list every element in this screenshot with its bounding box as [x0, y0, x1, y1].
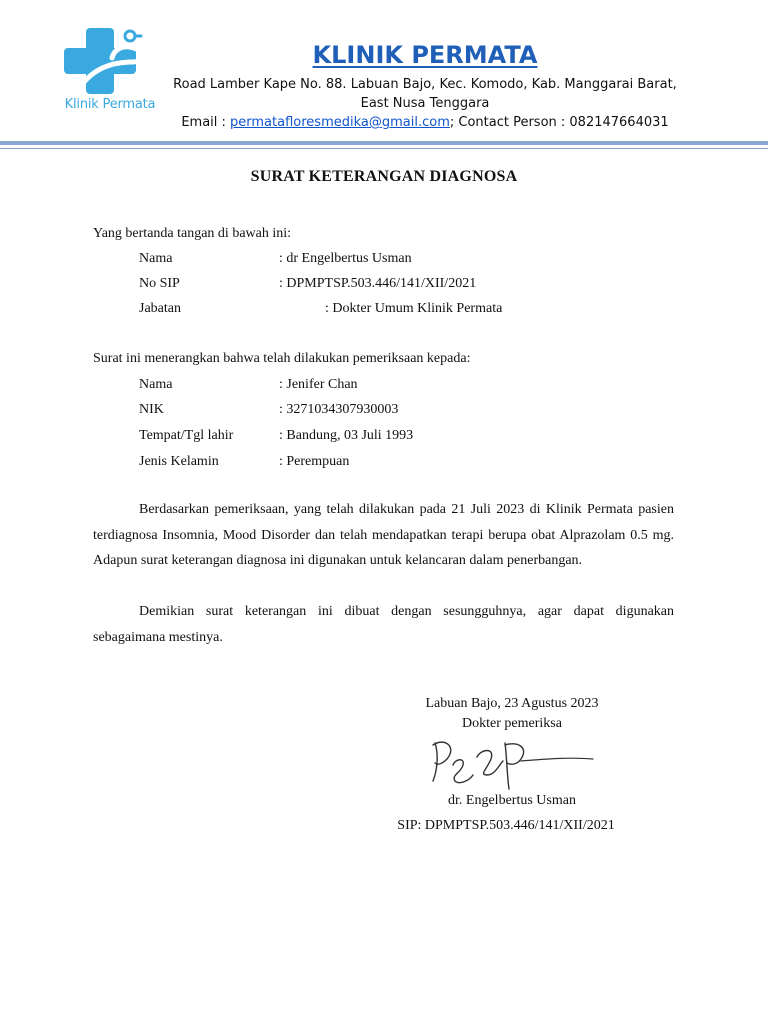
signature-role: Dokter pemeriksa — [462, 716, 562, 731]
header-divider-thin — [0, 148, 768, 149]
address-line-2: East Nusa Tenggara — [360, 96, 490, 111]
medical-cross-icon — [56, 24, 164, 98]
closing-text: Demikian surat keterangan ini dibuat dengan sesungguhnya, agar dapat digunakan sebagaimana mestinya. — [93, 604, 674, 645]
patient-name-value: : Jenifer Chan — [279, 377, 358, 392]
clinic-logo — [56, 24, 164, 120]
patient-birth-value: : Bandung, 03 Juli 1993 — [279, 428, 414, 443]
closing-paragraph — [93, 599, 674, 650]
signature-place-date: Labuan Bajo, 23 Agustus 2023 — [425, 696, 599, 711]
patient-birth-label: Tempat/Tgl lahir — [139, 428, 234, 443]
email-link[interactable]: permatafloresmedika@gmail.com — [230, 115, 450, 130]
document-title: SURAT KETERANGAN DIAGNOSA — [250, 168, 518, 185]
signer-sip-value: : DPMPTSP.503.446/141/XII/2021 — [279, 276, 477, 291]
email-label: Email : — [181, 115, 231, 130]
address-line-1: Road Lamber Kape No. 88. Labuan Bajo, Kec. Komodo, Kab. Manggarai Barat, — [173, 77, 677, 92]
handwritten-signature — [425, 735, 605, 795]
signer-name-label: Nama — [139, 251, 173, 266]
patient-intro: Surat ini menerangkan bahwa telah dilakukan pemeriksaan kepada: — [93, 351, 471, 366]
contact-line — [170, 115, 680, 130]
signer-position-value: : Dokter Umum Klinik Permata — [325, 301, 503, 316]
patient-gender-value: : Perempuan — [279, 454, 350, 469]
clinic-name: KLINIK PERMATA — [312, 41, 538, 69]
signer-sip-label: No SIP — [139, 276, 180, 291]
patient-name-label: Nama — [139, 377, 173, 392]
contact-person: ; Contact Person : 082147664031 — [449, 115, 669, 130]
patient-nik-label: NIK — [139, 402, 164, 417]
signer-intro: Yang bertanda tangan di bawah ini: — [93, 226, 292, 241]
diagnosis-text: Berdasarkan pemeriksaan, yang telah dilakukan pada 21 Juli 2023 di Klinik Permata pasien terdiagnosa Insomnia, Mood Disorder dan telah mendapatkan terapi berupa obat Alprazolam 0.5 mg. Adapun surat keterangan diagnosa ini digunakan untuk kelancaran dalam penerbangan. — [93, 502, 674, 568]
header-divider-thick — [0, 141, 768, 145]
signer-position-label: Jabatan — [139, 301, 181, 316]
doctor-name: dr. Engelbertus Usman — [448, 793, 576, 808]
patient-gender-label: Jenis Kelamin — [139, 454, 219, 469]
diagnosis-paragraph — [93, 497, 674, 574]
patient-nik-value: : 3271034307930003 — [279, 402, 399, 417]
logo-text: Klinik Permata — [64, 97, 156, 112]
signer-name-value: : dr Engelbertus Usman — [279, 251, 412, 266]
doctor-sip: SIP: DPMPTSP.503.446/141/XII/2021 — [397, 818, 615, 833]
